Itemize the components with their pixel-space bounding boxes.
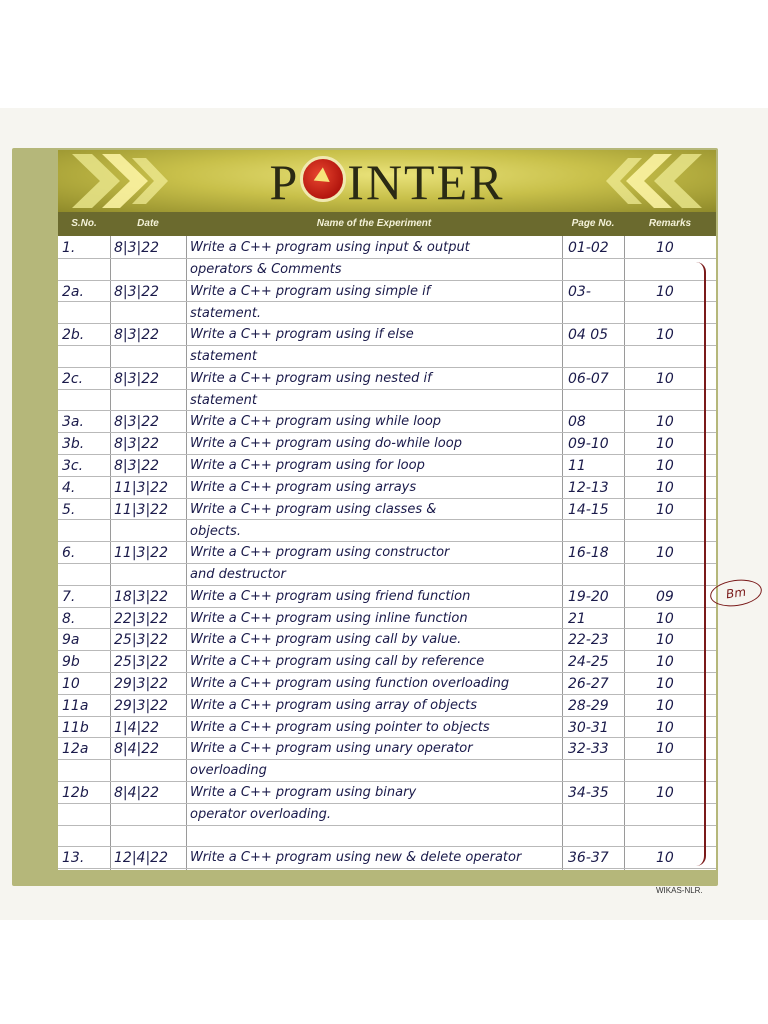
row-remarks: 10 — [656, 698, 674, 714]
row-experiment: Write a C++ program using pointer to objects — [190, 720, 490, 735]
ruled-line — [58, 280, 716, 281]
row-remarks: 10 — [656, 480, 674, 496]
row-experiment: Write a C++ program using call by reference — [190, 654, 485, 669]
row-page: 08 — [568, 414, 586, 430]
ruled-line — [58, 410, 716, 411]
table-body — [58, 236, 716, 870]
row-remarks: 10 — [656, 284, 674, 300]
row-sno: 12b — [62, 785, 89, 801]
banner — [58, 150, 716, 212]
row-remarks: 10 — [656, 414, 674, 430]
row-experiment: Write a C++ program using nested if — [190, 371, 432, 386]
ruled-line — [58, 389, 716, 390]
ruled-line — [58, 825, 716, 826]
footer-mark: WIKAS-NLR. — [656, 886, 703, 895]
row-date: 29|3|22 — [114, 676, 168, 692]
header-page: Page No. — [571, 218, 615, 229]
ruled-line — [58, 716, 716, 717]
row-experiment: Write a C++ program using friend function — [190, 589, 471, 604]
row-remarks: 10 — [656, 436, 674, 452]
ruled-line — [58, 694, 716, 695]
header-remarks: Remarks — [648, 218, 692, 229]
ruled-line — [58, 868, 716, 869]
row-remarks: 10 — [656, 720, 674, 736]
row-page: 34-35 — [568, 785, 609, 801]
row-remarks: 10 — [656, 611, 674, 627]
row-experiment-cont: statement — [190, 393, 257, 408]
ruled-line — [58, 541, 716, 542]
column-divider — [110, 236, 111, 870]
row-experiment-cont: overloading — [190, 763, 267, 778]
ruled-line — [58, 759, 716, 760]
row-page: 24-25 — [568, 654, 609, 670]
row-date: 8|3|22 — [114, 327, 160, 343]
row-date: 8|3|22 — [114, 436, 160, 452]
row-experiment: Write a C++ program using simple if — [190, 284, 431, 299]
ruled-line — [58, 607, 716, 608]
row-remarks: 10 — [656, 458, 674, 474]
row-experiment: Write a C++ program using if else — [190, 327, 414, 342]
row-sno: 12a — [62, 741, 89, 757]
ruled-line — [58, 258, 716, 259]
ruled-line — [58, 628, 716, 629]
row-sno: 13. — [62, 850, 85, 866]
row-experiment-cont: objects. — [190, 524, 241, 539]
ruled-line — [58, 301, 716, 302]
row-page: 09-10 — [568, 436, 609, 452]
ruled-line — [58, 519, 716, 520]
ruled-line — [58, 672, 716, 673]
row-experiment: Write a C++ program using while loop — [190, 414, 442, 429]
ruled-line — [58, 476, 716, 477]
row-page: 14-15 — [568, 502, 609, 518]
row-page: 30-31 — [568, 720, 609, 736]
row-remarks: 10 — [656, 785, 674, 801]
row-experiment-cont: operator overloading. — [190, 807, 332, 822]
row-page: 22-23 — [568, 632, 609, 648]
row-date: 8|4|22 — [114, 741, 160, 757]
row-remarks: 10 — [656, 502, 674, 518]
row-page: 26-27 — [568, 676, 609, 692]
row-experiment: Write a C++ program using function overloading — [190, 676, 510, 691]
ruled-line — [58, 781, 716, 782]
row-experiment: Write a C++ program using for loop — [190, 458, 425, 473]
row-sno: 6. — [62, 545, 76, 561]
row-date: 25|3|22 — [114, 632, 168, 648]
logo-o-icon — [300, 156, 346, 202]
row-sno: 9b — [62, 654, 80, 670]
row-experiment: Write a C++ program using inline function — [190, 611, 468, 626]
row-experiment: Write a C++ program using constructor — [190, 545, 450, 560]
row-date: 11|3|22 — [114, 502, 168, 518]
row-remarks: 10 — [656, 240, 674, 256]
row-experiment-cont: and destructor — [190, 567, 286, 582]
row-sno: 3a. — [62, 414, 84, 430]
row-page: 28-29 — [568, 698, 609, 714]
row-page: 01-02 — [568, 240, 609, 256]
row-date: 1|4|22 — [114, 720, 160, 736]
header-sno: S.No. — [71, 218, 97, 229]
header-date: Date — [137, 218, 159, 229]
row-remarks: 10 — [656, 632, 674, 648]
row-experiment: Write a C++ program using do-while loop — [190, 436, 462, 451]
row-sno: 3c. — [62, 458, 84, 474]
row-page: 16-18 — [568, 545, 609, 561]
row-date: 11|3|22 — [114, 545, 168, 561]
remarks-bracket — [690, 262, 706, 866]
row-sno: 8. — [62, 611, 76, 627]
row-sno: 10 — [62, 676, 80, 692]
row-sno: 3b. — [62, 436, 85, 452]
row-experiment: Write a C++ program using classes & — [190, 502, 437, 517]
row-date: 18|3|22 — [114, 589, 168, 605]
header-name: Name of the Experiment — [316, 218, 432, 229]
ruled-line — [58, 846, 716, 847]
row-sno: 9a — [62, 632, 80, 648]
row-experiment: Write a C++ program using unary operator — [190, 741, 473, 756]
row-remarks: 09 — [656, 589, 674, 605]
ruled-line — [58, 650, 716, 651]
pointer-logo: P INTER — [269, 154, 505, 210]
row-experiment-cont: statement — [190, 349, 257, 364]
ruled-line — [58, 454, 716, 455]
ruled-line — [58, 585, 716, 586]
row-experiment: Write a C++ program using array of objects — [190, 698, 478, 713]
row-date: 11|3|22 — [114, 480, 168, 496]
row-page: 32-33 — [568, 741, 609, 757]
chevron-right-decoration — [602, 154, 712, 208]
row-sno: 2a. — [62, 284, 84, 300]
row-page: 21 — [568, 611, 586, 627]
row-remarks: 10 — [656, 545, 674, 561]
row-date: 8|3|22 — [114, 240, 160, 256]
row-experiment-cont: operators & Comments — [190, 262, 342, 277]
row-date: 8|3|22 — [114, 284, 160, 300]
row-remarks: 10 — [656, 676, 674, 692]
row-page: 36-37 — [568, 850, 609, 866]
row-remarks: 10 — [656, 327, 674, 343]
row-page: 11 — [568, 458, 586, 474]
row-page: 04 05 — [568, 327, 609, 343]
row-sno: 5. — [62, 502, 76, 518]
row-sno: 2c. — [62, 371, 84, 387]
row-experiment: Write a C++ program using binary — [190, 785, 417, 800]
row-remarks: 10 — [656, 850, 674, 866]
table-header — [58, 212, 716, 236]
row-sno: 2b. — [62, 327, 85, 343]
row-date: 25|3|22 — [114, 654, 168, 670]
row-sno: 4. — [62, 480, 76, 496]
row-experiment: Write a C++ program using call by value. — [190, 632, 462, 647]
row-remarks: 10 — [656, 654, 674, 670]
row-date: 8|3|22 — [114, 458, 160, 474]
row-sno: 11b — [62, 720, 89, 736]
row-date: 8|3|22 — [114, 371, 160, 387]
row-sno: 7. — [62, 589, 76, 605]
row-date: 8|4|22 — [114, 785, 160, 801]
ruled-line — [58, 432, 716, 433]
row-sno: 1. — [62, 240, 76, 256]
column-divider — [624, 236, 625, 870]
row-remarks: 10 — [656, 371, 674, 387]
teacher-signature: Bm — [708, 577, 763, 610]
row-page: 06-07 — [568, 371, 609, 387]
column-divider — [186, 236, 187, 870]
column-divider — [562, 236, 563, 870]
row-experiment: Write a C++ program using arrays — [190, 480, 417, 495]
row-date: 12|4|22 — [114, 850, 168, 866]
ruled-line — [58, 737, 716, 738]
ruled-line — [58, 803, 716, 804]
row-page: 03- — [568, 284, 591, 300]
row-page: 12-13 — [568, 480, 609, 496]
row-remarks: 10 — [656, 741, 674, 757]
row-experiment: Write a C++ program using input & output — [190, 240, 470, 255]
row-sno: 11a — [62, 698, 89, 714]
row-experiment-cont: statement. — [190, 306, 262, 321]
row-experiment: Write a C++ program using new & delete operator — [190, 850, 522, 865]
ruled-line — [58, 498, 716, 499]
row-date: 29|3|22 — [114, 698, 168, 714]
ruled-line — [58, 563, 716, 564]
ruled-line — [58, 367, 716, 368]
row-date: 22|3|22 — [114, 611, 168, 627]
ruled-line — [58, 323, 716, 324]
row-date: 8|3|22 — [114, 414, 160, 430]
row-page: 19-20 — [568, 589, 609, 605]
ruled-line — [58, 345, 716, 346]
